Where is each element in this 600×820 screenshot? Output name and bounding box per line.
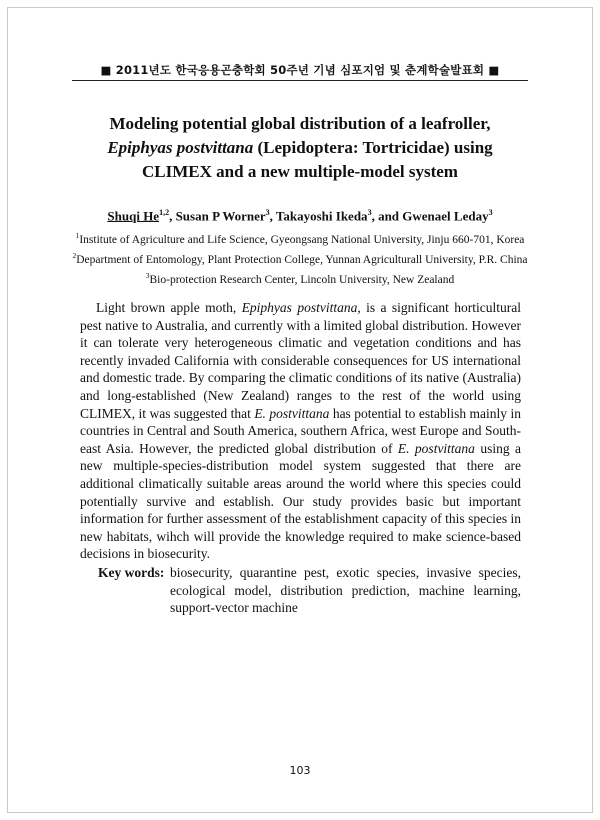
title-line-1: Modeling potential global distribution of a leafroller, [109, 114, 491, 133]
affiliation-text: Institute of Agriculture and Life Science, Gyeongsang National University, Jinju 660-701, Korea [79, 233, 525, 246]
author-name: Shuqi He [107, 208, 160, 224]
abstract-species-italic: E. postvittana [254, 405, 330, 421]
header-rule [72, 80, 528, 81]
affiliation-list [40, 228, 560, 287]
affiliation-text: Department of Entomology, Plant Protection College, Yunnan Agriculturall University, P.R. China [76, 253, 528, 266]
keywords-label: Key words: [98, 565, 165, 580]
author-superscript: 3 [367, 208, 372, 217]
abstract-text: , is a significant horticultural pest native to Australia, and currently with a limited global distribution. However it can tolerate very heterogeneous climatic and vegetation conditions and has recently invaded California with considerable consequences for US international and domestic trade. By comparing the climatic conditions of its native (Australia) and long-established (New Zealand) ranges to the rest of the world using CLIMEX, it was suggested that [80, 300, 521, 421]
author-list [40, 205, 560, 224]
affiliation-superscript: 2 [72, 250, 77, 260]
author-superscript: 1,2 [159, 208, 170, 217]
title-line-3: CLIMEX and a new multiple-model system [142, 162, 458, 181]
author-separator: , [269, 208, 276, 224]
title-species-italic: Epiphyas postvittana [107, 138, 254, 157]
page-number: 103 [289, 764, 311, 777]
abstract-text: Light brown apple moth, [96, 300, 242, 315]
affiliation-superscript: 1 [75, 231, 80, 240]
affiliation-superscript: 3 [145, 270, 150, 280]
author-name: Susan P Worner [175, 208, 266, 224]
title-line-2 [70, 136, 530, 160]
abstract-paragraph [80, 299, 521, 563]
author-superscript: 3 [488, 208, 493, 217]
affiliation-item [40, 248, 560, 268]
author-name: Takayoshi Ikeda [275, 208, 368, 224]
author-name: Gwenael Leday [402, 208, 489, 224]
author-separator: , and [371, 208, 403, 224]
affiliation-item [40, 228, 560, 248]
affiliation-item [40, 268, 560, 288]
paper-title [70, 112, 530, 184]
abstract-species-italic: Epiphyas postvittana [241, 300, 358, 315]
keywords-block [98, 564, 521, 617]
abstract-text: using a new multiple-species-distribution model system suggested that there are additional climatically suitable areas around the world where this species could potentially survive and establish. Our study provides basic but important information for further assessment of the establishment capacity of this species in new habitats, wihch will provide the knowledge required to make science-based decisions in biosecurity. [80, 440, 521, 562]
author-separator: , [169, 208, 176, 224]
title-line-2-rest: (Lepidoptera: Tortricidae) using [253, 138, 493, 157]
abstract-text: has potential to establish mainly in countries in Central and South America, southern Africa, west Europe and South-east Asia. However, the predicted global distribution of [80, 405, 521, 456]
affiliation-text: Bio-protection Research Center, Lincoln University, New Zealand [149, 273, 455, 286]
author-superscript: 3 [265, 208, 270, 217]
keywords-text: biosecurity, quarantine pest, exotic species, invasive species, ecological model, distribution prediction, machine learning, support-vector machine [170, 565, 521, 616]
abstract-species-italic: E. postvittana [397, 440, 475, 456]
running-header: ■ 2011년도 한국응용곤충학회 50주년 기념 심포지엄 및 춘계학술발표회 ■ [100, 63, 500, 77]
